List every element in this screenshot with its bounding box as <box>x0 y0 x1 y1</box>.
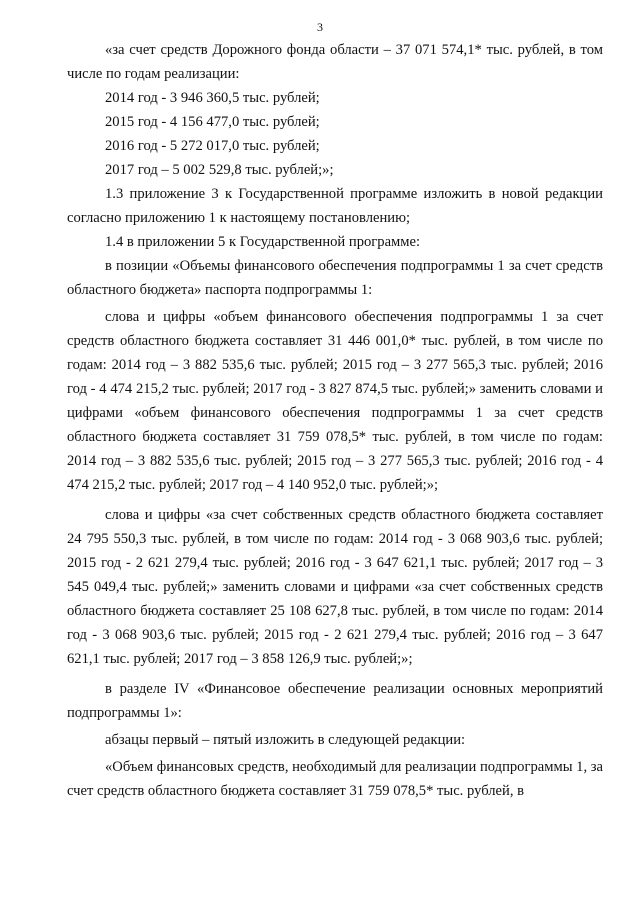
page-number: 3 <box>317 20 323 34</box>
paragraph-year-2015: 2015 год - 4 156 477,0 тыс. рублей; <box>105 114 320 130</box>
paragraph-paragraphs-one-to-five: абзацы первый – пятый изложить в следующей редакции: <box>105 732 466 748</box>
paragraph-year-2017: 2017 год – 5 002 529,8 тыс. рублей;»; <box>105 162 334 178</box>
paragraph-road-fund: «за счет средств Дорожного фонда области – 37 071 574,1* тыс. рублей, в том числе по годам реализации: <box>67 42 603 82</box>
paragraph-section-iv: в разделе IV «Финансовое обеспечение реализации основных мероприятий подпрограммы 1»: <box>67 681 603 721</box>
paragraph-year-2016: 2016 год - 5 272 017,0 тыс. рублей; <box>105 138 320 154</box>
paragraph-item-1-4: 1.4 в приложении 5 к Государственной программе: <box>105 234 421 250</box>
paragraph-position-volumes: в позиции «Объемы финансового обеспечения подпрограммы 1 за счет средств областного бюджета» паспорта подпрограммы 1: <box>67 258 603 298</box>
paragraph-item-1-3: 1.3 приложение 3 к Государственной программе изложить в новой редакции согласно приложению 1 к настоящему постановлению; <box>67 186 603 226</box>
paragraph-year-2014: 2014 год - 3 946 360,5 тыс. рублей; <box>105 90 320 106</box>
document-body <box>67 38 603 803</box>
paragraph-volume-of-funds: «Объем финансовых средств, необходимый для реализации подпрограммы 1, за счет средств областного бюджета составляет 31 759 078,5* тыс. рублей, в <box>67 759 603 799</box>
paragraph-words-and-figures-2: слова и цифры «за счет собственных средств областного бюджета составляет 24 795 550,3 тыс. рублей, в том числе по годам: 2014 год - 3 068 903,6 тыс. рублей; 2015 год - 2 621 279,4 тыс. рублей; 2016 год - 3 647 621,1 тыс. рублей; 2017 год – 3 545 049,4 тыс. рублей;» заменить словами и цифрами «за счет собственных средств областного бюджета составляет 25 108 627,8 тыс. рублей, в том числе по годам: 2014 год - 3 068 903,6 тыс. рублей; 2015 год - 2 621 279,4 тыс. рублей; 2016 год – 3 647 621,1 тыс. рублей; 2017 год – 3 858 126,9 тыс. рублей;»; <box>67 507 603 667</box>
paragraph-words-and-figures-1: слова и цифры «объем финансового обеспечения подпрограммы 1 за счет средств областного бюджета составляет 31 446 001,0* тыс. рублей, в том числе по годам: 2014 год – 3 882 535,6 тыс. рублей; 2015 год – 3 277 565,3 тыс. рублей; 2016 год - 4 474 215,2 тыс. рублей; 2017 год - 3 827 874,5 тыс. рублей;» заменить словами и цифрами «объем финансового обеспечения подпрограммы 1 за счет средств областного бюджета составляет 31 759 078,5* тыс. рублей, в том числе по годам: 2014 год – 3 882 535,6 тыс. рублей; 2015 год – 3 277 565,3 тыс. рублей; 2016 год - 4 474 215,2 тыс. рублей; 2017 год – 4 140 952,0 тыс. рублей;»; <box>67 309 603 493</box>
